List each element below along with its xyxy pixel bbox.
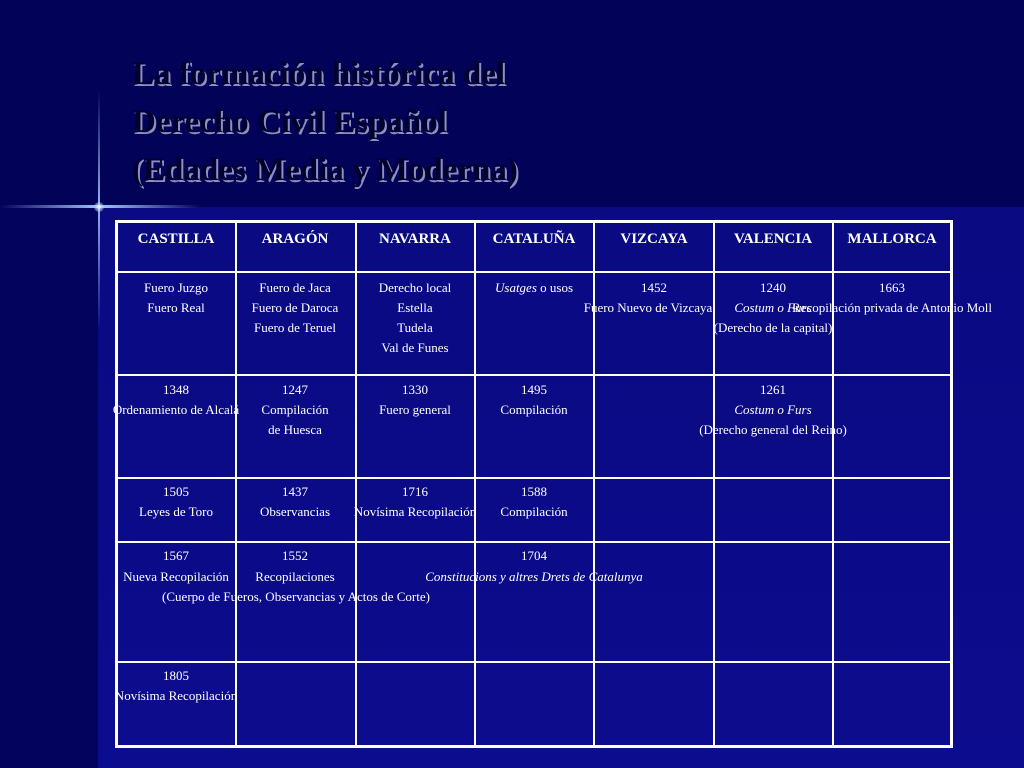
column-header-navarra: NAVARRA [379,231,451,247]
cell-cataluna-1-italic: Usatges [494,280,537,295]
cell-castilla-5-year: 1805 [163,668,189,683]
cell-aragon-3-name: Observancias [259,504,331,519]
cell-navarra-1-line-2: Estella [397,300,433,315]
cell-navarra-2-name: Fuero general [379,402,451,417]
cell-navarra-2-year: 1330 [402,382,428,397]
table-row-divider [115,541,953,543]
cell-castilla-3-year: 1505 [163,484,189,499]
cell-aragon-4-name: Recopilaciones [255,569,335,584]
cell-valencia-2-name: Costum o Furs [734,402,812,417]
column-header-mallorca: MALLORCA [847,231,937,247]
cell-aragon-1-line-2: Fuero de Daroca [251,300,339,315]
title-line-2: Derecho Civil Español [132,104,447,140]
table-column-divider [713,220,715,748]
light-flare-icon [94,202,104,212]
table-row-divider [115,271,953,273]
cell-cataluna-1 [495,278,573,298]
table-row-divider [115,661,953,663]
cell-cataluna-3-year: 1588 [521,484,547,499]
cell-castilla-1-line-1: Fuero Juzgo [144,280,208,295]
table-column-divider [474,220,476,748]
cell-aragon-2-line-2: de Huesca [268,422,322,437]
left-background-band [0,207,98,768]
cell-cataluna-1-rest: o usos [536,280,574,295]
cell-mallorca-1-name: Recopilación privada de Antonio Moll [791,300,993,315]
table-column-divider [235,220,237,748]
title-line-1: La formación histórica del [132,56,506,92]
cell-vizcaya-1-year: 1452 [641,280,667,295]
cell-vizcaya-1-name: Fuero Nuevo de Vizcaya [583,300,713,315]
table-row-divider [115,477,953,479]
cell-valencia-2-note: (Derecho general del Reino) [699,422,847,437]
cell-navarra-3-year: 1716 [402,484,428,499]
cell-cataluna-2-year: 1495 [521,382,547,397]
cell-navarra-1-line-1: Derecho local [378,280,452,295]
column-header-castilla: CASTILLA [137,231,215,247]
column-header-cataluna: CATALUÑA [492,231,576,247]
cell-aragon-2-year: 1247 [282,382,308,397]
title-line-3: (Edades Media y Moderna) [132,152,518,188]
cell-navarra-1-line-4: Val de Funes [381,340,449,355]
cell-valencia-2-year: 1261 [760,382,786,397]
cell-castilla-3-name: Leyes de Toro [139,504,213,519]
cell-navarra-1-line-3: Tudela [397,320,433,335]
cell-aragon-1-line-1: Fuero de Jaca [259,280,331,295]
column-header-vizcaya: VIZCAYA [620,231,688,247]
cell-aragon-1-line-3: Fuero de Teruel [254,320,336,335]
table-row-divider [115,374,953,376]
cell-valencia-1-name: Costum o Furs [734,300,812,315]
cell-aragon-3-year: 1437 [282,484,308,499]
cell-cataluna-4-year: 1704 [521,548,547,563]
cell-cataluna-4-name: Constitucions y altres Drets de Catalunya [425,569,643,584]
cell-castilla-4-name: Nueva Recopilación [123,569,229,584]
cell-valencia-1-year: 1240 [760,280,786,295]
table-column-divider [355,220,357,748]
column-header-valencia: VALENCIA [733,231,813,247]
cell-mallorca-1-year: 1663 [879,280,905,295]
column-header-aragon: ARAGÓN [261,231,329,247]
cell-castilla-5-name: Novísima Recopilación [114,688,238,703]
cell-castilla-1-line-2: Fuero Real [147,300,205,315]
cell-navarra-3-name: Novísima Recopilación [353,504,477,519]
cell-valencia-1-note: (Derecho de la capital) [713,320,833,335]
cell-castilla-2-name: Ordenamiento de Alcalá [112,402,240,417]
cell-cataluna-2-name: Compilación [500,402,568,417]
cell-castilla-2-year: 1348 [163,382,189,397]
cell-castilla-4-year: 1567 [163,548,189,563]
slide-title [132,50,518,194]
cell-aragon-4-note: (Cuerpo de Fueros, Observancias y Actos de Corte) [162,589,430,604]
cell-aragon-4-year: 1552 [282,548,308,563]
cell-cataluna-3-name: Compilación [500,504,568,519]
cell-aragon-2-line-1: Compilación [261,402,329,417]
